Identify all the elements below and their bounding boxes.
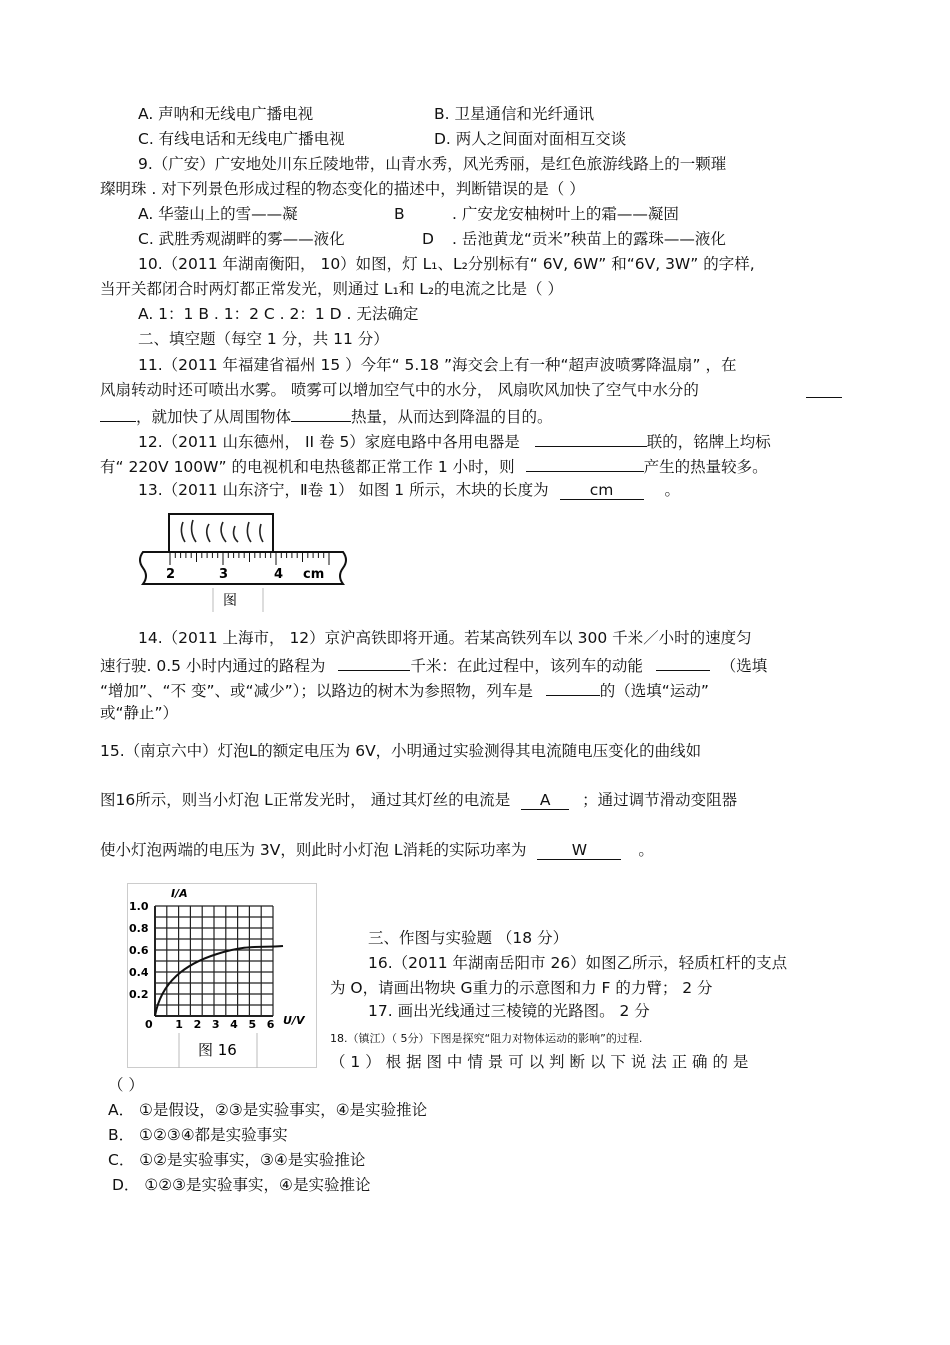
- q15-unit-w: W: [571, 841, 588, 859]
- q12-line-2a: 有“ 220V 100W” 的电视机和电热毯都正常工作 1 小时，则: [100, 458, 515, 476]
- q11-blank-1a[interactable]: [806, 380, 842, 398]
- graph-ylabel: I/A: [171, 887, 188, 900]
- q8-option-b: B. 卫星通信和光纤通讯: [434, 105, 594, 123]
- graph-xtick-label: 5: [248, 1018, 257, 1031]
- q15-line-3a: 使小灯泡两端的电压为 3V，则此时小灯泡 L消耗的实际功率为: [100, 841, 527, 859]
- ruler-caption: 图: [223, 593, 237, 609]
- q9-option-d-letter: D: [422, 230, 434, 248]
- q18-option-b: B． ①②③④都是实验事实: [108, 1126, 288, 1144]
- q10-line-1: 10.（2011 年湖南衡阳， 10）如图，灯 L₁、L₂分别标有“ 6V, 6W” 和“6V, 3W” 的字样,: [138, 255, 755, 273]
- graph-xtick-label: 0: [145, 1018, 153, 1031]
- graph-ytick-labels: [129, 900, 149, 1001]
- ruler-figure: [137, 512, 350, 612]
- q14-line-2a: 速行驶. 0.5 小时内通过的路程为: [100, 657, 326, 675]
- graph-xlabel: U/V: [283, 1014, 305, 1027]
- q14-blank-2[interactable]: [656, 653, 710, 671]
- q13-end: 。: [664, 481, 680, 499]
- q8-option-d: D. 两人之间面对面相互交谈: [434, 130, 627, 148]
- graph-ytick-label: 0.4: [129, 966, 149, 979]
- section-3-heading: 三、作图与实验题 （18 分）: [368, 929, 569, 947]
- q13-unit: cm: [589, 481, 614, 499]
- q12-line-2b: 产生的热量较多。: [643, 458, 768, 476]
- q14-line-2b: 千米：在此过程中，该列车的动能: [410, 657, 643, 675]
- q14-line-3b: 的（选填“运动”: [599, 682, 709, 700]
- q11-blank-1b[interactable]: [100, 404, 136, 422]
- q9-option-b-letter: B: [394, 205, 405, 223]
- q13-line: 13.（2011 山东济宁，Ⅱ卷 1） 如图 1 所示，木块的长度为: [138, 481, 549, 499]
- ruler-label-cm: cm: [303, 567, 325, 582]
- q15-blank-2[interactable]: [537, 842, 621, 860]
- graph-xtick-label: 4: [230, 1018, 238, 1031]
- ruler-label-3: 3: [219, 567, 229, 582]
- q18-option-d: D． ①②③是实验事实，④是实验推论: [112, 1176, 371, 1194]
- graph-ytick-label: 0.8: [129, 922, 149, 935]
- q11-line-3a: ，就加快了从周围物体: [136, 408, 292, 426]
- q8-option-a: A. 声呐和无线电广播电视: [138, 105, 314, 123]
- q15-line-3b: 。: [638, 841, 654, 859]
- q15-line-2a: 图16所示，则当小灯泡 L正常发光时， 通过其灯丝的电流是: [100, 791, 511, 809]
- q14-line-3a: “增加”、“不 变”、或“减少”）；以路边的树木为参照物，列车是: [100, 682, 533, 700]
- graph-ytick-label: 0.2: [129, 988, 149, 1001]
- graph-xtick-label: 3: [211, 1018, 220, 1031]
- q11-line-1: 11.（2011 年福建省福州 15 ）今年“ 5.18 ”海交会上有一种“超声波喷雾降温扇” ，在: [138, 356, 737, 374]
- q15-line-1: 15.（南京六中）灯泡L的额定电压为 6V，小明通过实验测得其电流随电压变化的曲线如: [100, 742, 702, 760]
- q18-line-2: （ 1 ） 根 据 图 中 情 景 可 以 判 断 以 下 说 法 正 确 的 是: [330, 1053, 749, 1071]
- graph-grid: [155, 906, 273, 1016]
- q9-line-2: 璨明珠 . 对下列景色形成过程的物态变化的描述中，判断错误的是（ ）: [100, 180, 585, 198]
- q12-blank-2[interactable]: [526, 454, 644, 472]
- q18-line-1: 18.（镇江）（ 5分）下图是探究“阻力对物体运动的影响”的过程.: [330, 1032, 643, 1045]
- q9-option-c: C. 武胜秀观湖畔的雾——液化: [138, 230, 345, 248]
- q18-line-3: （ ）: [108, 1076, 144, 1094]
- q12-blank-1[interactable]: [535, 429, 647, 447]
- q14-line-4: 或“静止”）: [100, 704, 179, 722]
- graph-xtick-labels: [145, 1018, 275, 1031]
- q11-blank-2[interactable]: [291, 404, 351, 422]
- q9-option-a: A. 华蓥山上的雪——凝: [138, 205, 298, 223]
- q15-line-2b: ；通过调节滑动变阻器: [582, 791, 738, 809]
- q14-line-2c: （选填: [720, 657, 768, 675]
- ruler-label-4: 4: [274, 567, 284, 582]
- graph-caption: 图 16: [198, 1041, 237, 1059]
- q14-blank-3[interactable]: [546, 678, 600, 696]
- q18-option-a: A． ①是假设，②③是实验事实，④是实验推论: [108, 1101, 428, 1119]
- q13-blank[interactable]: [560, 482, 644, 500]
- q16-line-2: 为 O，请画出物块 G重力的示意图和力 F 的力臂； 2 分: [330, 979, 713, 997]
- q9-option-d-text: . 岳池黄龙“贡米”秧苗上的露珠——液化: [452, 230, 726, 248]
- graph-xtick-label: 1: [175, 1018, 183, 1031]
- q16-line-1: 16.（2011 年湖南岳阳市 26）如图乙所示，轻质杠杆的支点: [368, 954, 788, 972]
- q10-options: A. 1：1 B . 1：2 C . 2：1 D . 无法确定: [138, 305, 419, 323]
- q9-line-1: 9.（广安）广安地处川东丘陵地带，山青水秀，风光秀丽，是红色旅游线路上的一颗璀: [138, 155, 727, 173]
- graph-xtick-label: 2: [193, 1018, 202, 1031]
- graph-figure-16: [127, 883, 317, 1068]
- q8-option-c: C. 有线电话和无线电广播电视: [138, 130, 345, 148]
- q15-blank-1[interactable]: [521, 792, 569, 810]
- ruler-label-2: 2: [166, 567, 176, 582]
- q12-line-1b: 联的，铭牌上均标: [646, 433, 771, 451]
- q9-option-b-text: . 广安龙安柚树叶上的霜——凝固: [452, 205, 679, 223]
- q14-line-1: 14.（2011 上海市， 12）京沪高铁即将开通。若某高铁列车以 300 千米／小时的速度匀: [138, 629, 752, 647]
- q11-line-2: 风扇转动时还可喷出水雾。 喷雾可以增加空气中的水分， 风扇吹风加快了空气中水分的: [100, 381, 699, 399]
- q10-line-2: 当开关都闭合时两灯都正常发光，则通过 L₁和 L₂的电流之比是（ ）: [100, 280, 563, 298]
- q18-option-c: C． ①②是实验事实，③④是实验推论: [108, 1151, 366, 1169]
- graph-xtick-label: 6: [266, 1018, 275, 1031]
- section-2-heading: 二、填空题（每空 1 分，共 11 分）: [138, 330, 389, 348]
- graph-ytick-label: 0.6: [129, 944, 149, 957]
- q11-line-3b: 热量，从而达到降温的目的。: [351, 408, 553, 426]
- q12-line-1a: 12.（2011 山东德州， II 卷 5）家庭电路中各用电器是: [138, 433, 520, 451]
- q17-line: 17. 画出光线通过三棱镜的光路图。 2 分: [368, 1002, 650, 1020]
- q14-blank-1[interactable]: [338, 653, 410, 671]
- q15-unit-a: A: [539, 791, 551, 809]
- graph-ytick-label: 1.0: [129, 900, 149, 913]
